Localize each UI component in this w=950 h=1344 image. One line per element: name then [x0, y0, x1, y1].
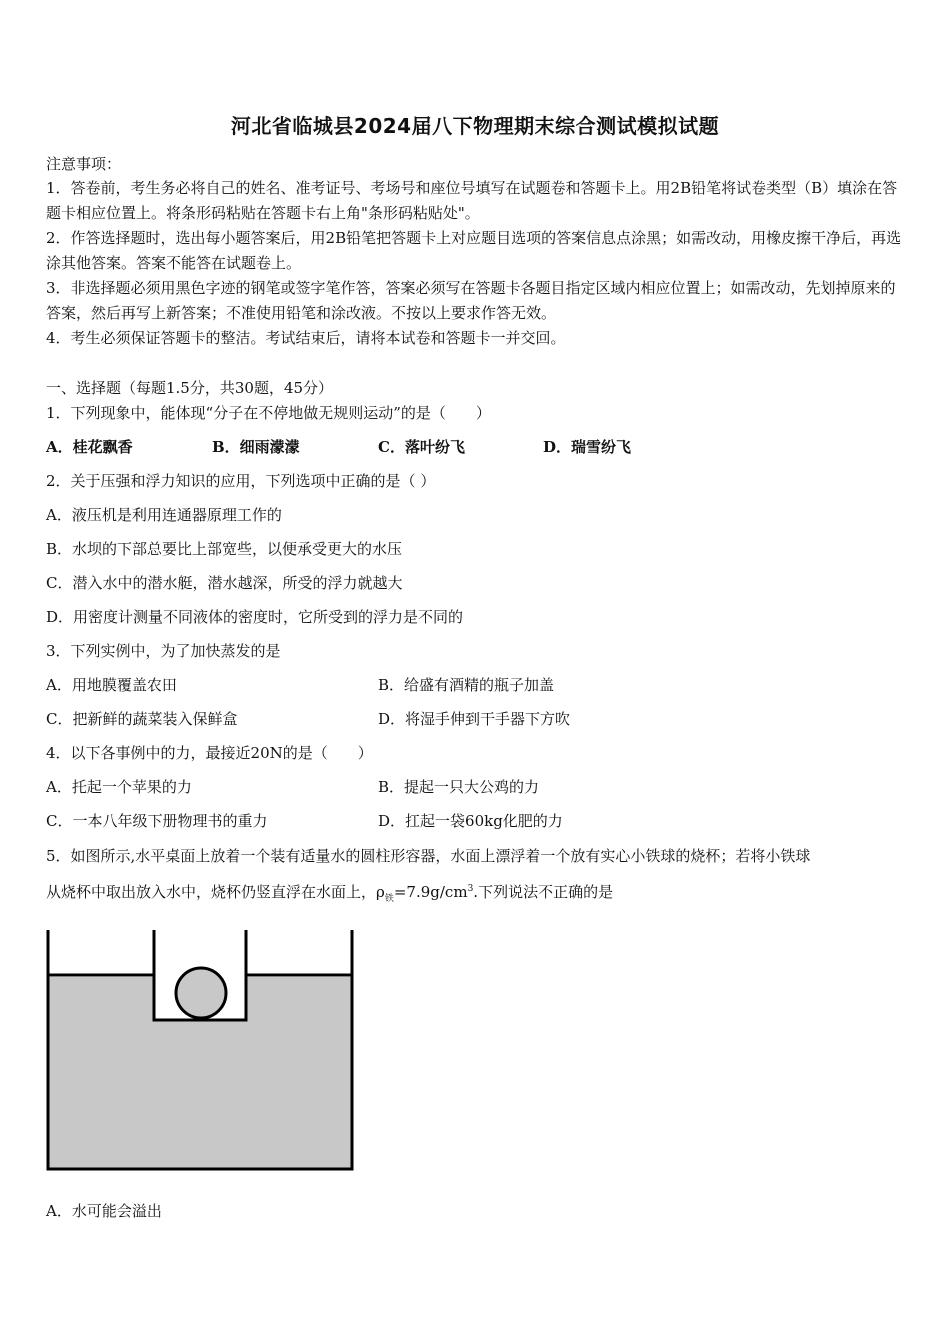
question-stem: 3．下列实例中，为了加快蒸发的是 [46, 642, 281, 660]
option-c: C．潜入水中的潜水艇，潜水越深，所受的浮力就越大 [46, 574, 403, 592]
iron-ball [176, 968, 226, 1018]
unit-superscript: 3 [467, 884, 474, 894]
section-heading: 一、选择题（每题1.5分，共30题，45分） [46, 379, 334, 397]
option-a: A．用地膜覆盖农田 [46, 676, 177, 694]
notice-item: 4．考生必须保证答题卡的整洁。考试结束后，请将本试卷和答题卡一并交回。 [46, 329, 566, 347]
option-a: A．水可能会溢出 [46, 1202, 162, 1220]
notice-heading: 注意事项： [46, 155, 122, 173]
option-a: A．托起一个苹果的力 [46, 778, 192, 796]
container-diagram [44, 928, 356, 1174]
question-stem: 1．下列现象中，能体现“分子在不停地做无规则运动”的是（ ） [46, 404, 491, 422]
page-title: 河北省临城县2024届八下物理期末综合测试模拟试题 [230, 114, 720, 138]
notice-item: 3．非选择题必须用黑色字迹的钢笔或签字笔作答，答案必须写在答题卡各题目指定区域内相应位置上；如需改动，先划掉原来的答案，然后再写上新答案；不准使用铅笔和涂改液。不按以上要求作答无效。 [46, 279, 896, 322]
notice-item: 1．答卷前，考生务必将自己的姓名、准考证号、考场号和座位号填写在试题卷和答题卡上。用2B铅笔将试卷类型（B）填涂在答题卡相应位置上。将条形码粘贴在答题卡右上角"条形码粘贴处"。 [46, 179, 898, 222]
option-d: D．扛起一袋60kg化肥的力 [378, 812, 563, 830]
stem-text: 从烧杯中取出放入水中，烧杯仍竖直浮在水面上，ρ [46, 883, 385, 901]
option-a: A．桂花飘香 [46, 438, 133, 456]
question-stem: 4．以下各事例中的力，最接近20N的是（ ） [46, 744, 373, 762]
option-c: C．一本八年级下册物理书的重力 [46, 812, 268, 830]
option-b: B．细雨濛濛 [212, 438, 300, 456]
question-stem: 5．如图所示,水平桌面上放着一个装有适量水的圆柱形容器，水面上漂浮着一个放有实心小铁球的烧杯；若将小铁球 [46, 847, 811, 865]
option-c: C．落叶纷飞 [378, 438, 465, 456]
question-stem-line2 [46, 881, 613, 904]
option-d: D．用密度计测量不同液体的密度时，它所受到的浮力是不同的 [46, 608, 464, 626]
notice-item: 2．作答选择题时，选出每小题答案后，用2B铅笔把答题卡上对应题目选项的答案信息点涂黑；如需改动，用橡皮擦干净后，再选涂其他答案。答案不能答在试题卷上。 [46, 229, 902, 272]
option-b: B．水坝的下部总要比上部宽些，以便承受更大的水压 [46, 540, 403, 558]
option-c: C．把新鲜的蔬菜装入保鲜盒 [46, 710, 238, 728]
stem-text: .下列说法不正确的是 [473, 883, 614, 901]
stem-text: =7.9g/cm [393, 883, 468, 901]
density-subscript: 铁 [384, 894, 394, 904]
option-a: A．液压机是利用连通器原理工作的 [46, 506, 282, 524]
option-d: D．将湿手伸到干手器下方吹 [378, 710, 571, 728]
question-stem: 2．关于压强和浮力知识的应用，下列选项中正确的是（ ） [46, 472, 436, 490]
option-b: B．提起一只大公鸡的力 [378, 778, 540, 796]
option-b: B．给盛有酒精的瓶子加盖 [378, 676, 555, 694]
option-d: D．瑞雪纷飞 [543, 438, 632, 456]
